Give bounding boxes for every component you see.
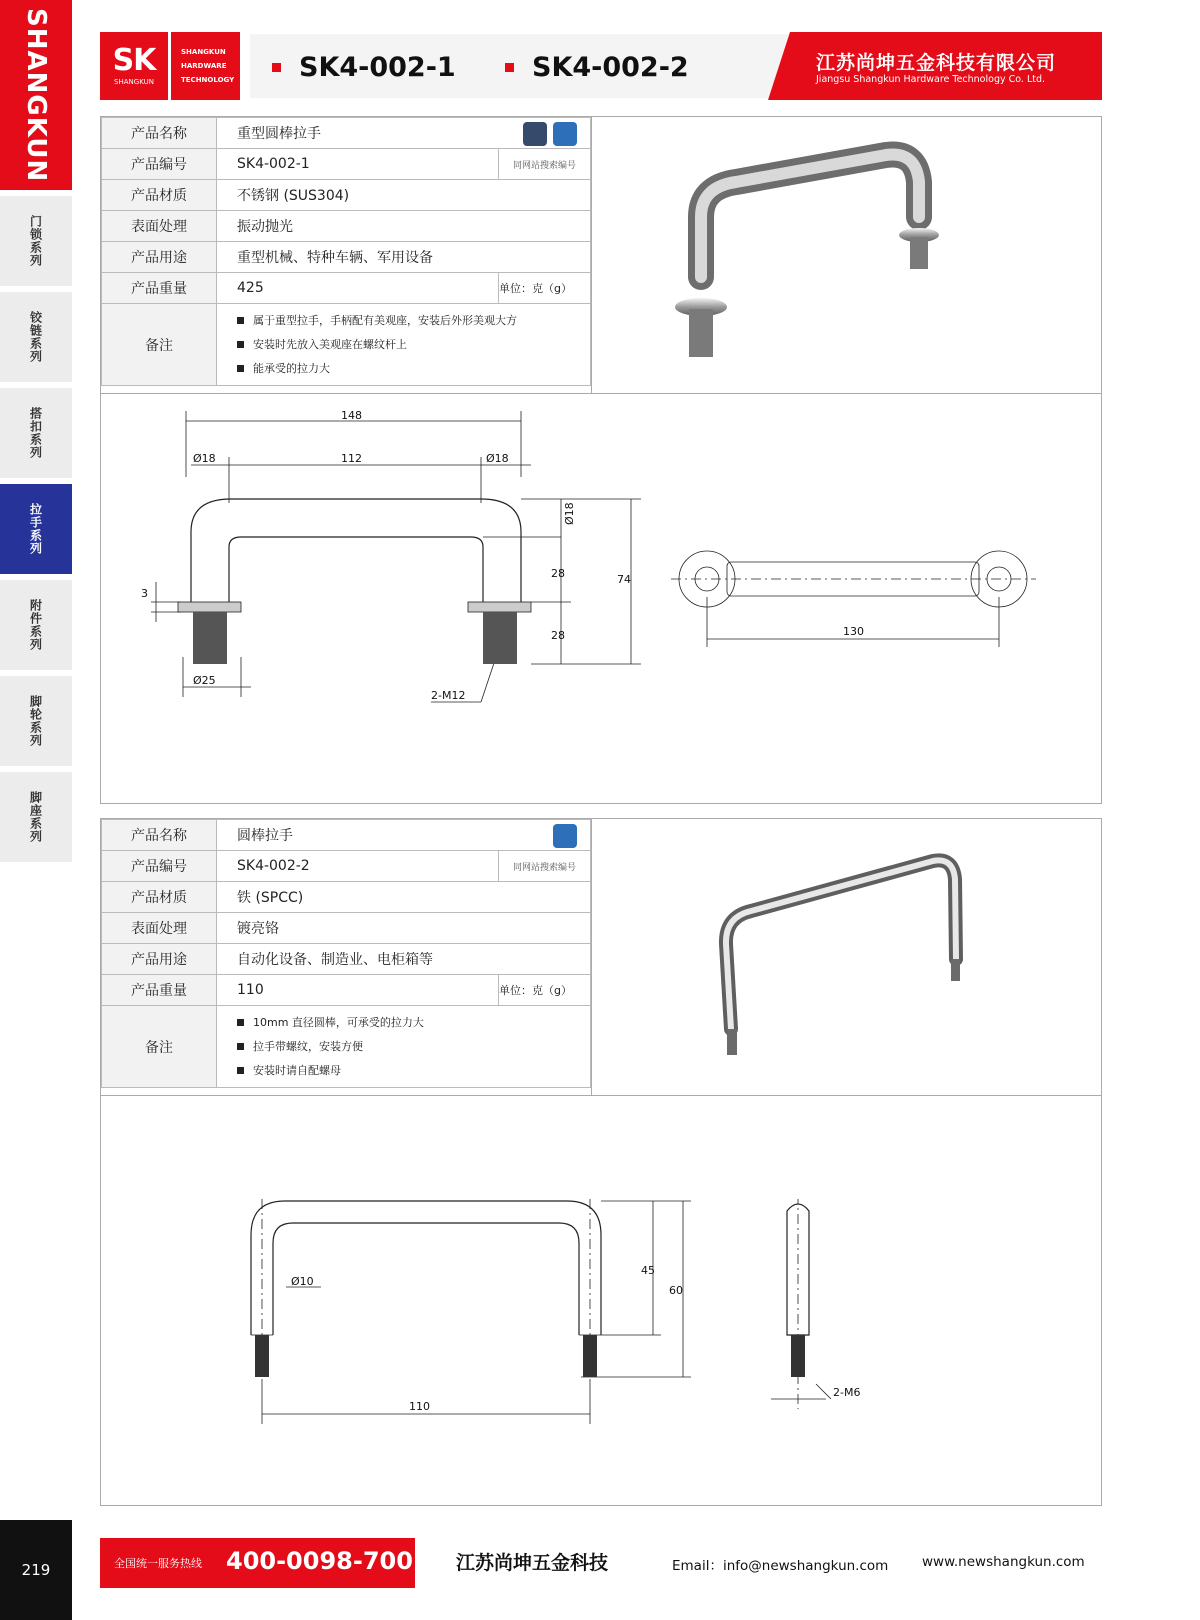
model-code: SK4-002-1 [299,52,456,83]
note-item: 安装时请自配螺母 [237,1059,590,1083]
sidebar-item-label: 脚轮系列 [28,695,43,747]
dim-label: 130 [843,625,864,638]
spec-value-use: 重型机械、特种车辆、军用设备 [217,242,591,273]
spec-label: 备注 [102,1006,217,1088]
dim-label: 148 [341,409,362,422]
footer-company: 江苏尚坤五金科技 [456,1552,609,1574]
spec-label: 产品名称 [102,118,217,149]
logo-text: SK [112,43,156,78]
hotline-box [100,1538,415,1588]
note-item: 属于重型拉手，手柄配有美观座，安装后外形美观大方 [237,309,590,333]
spec-label: 产品编号 [102,149,217,180]
company-name-en: Jiangsu Shangkun Hardware Technology Co. Ltd. [816,74,1046,85]
company-banner [768,32,1102,100]
spec-value-weight: 110 [217,975,499,1006]
divider [591,819,592,1095]
note-item: 拉手带螺纹，安装方便 [237,1035,590,1059]
model-title-2 [505,52,689,83]
note-item: 安装时先放入美观座在螺纹杆上 [237,333,590,357]
dim-label: 28 [551,567,565,580]
sidebar-item-casters[interactable] [0,676,72,766]
dim-label: Ø18 [193,452,216,465]
spec-label: 表面处理 [102,211,217,242]
cad-icon[interactable] [553,122,577,146]
dim-label: 2-M12 [431,689,466,702]
dim-label: Ø25 [193,674,216,687]
spec-table [101,819,591,1088]
logo-mark [100,32,168,100]
model-title-1 [272,52,456,83]
dim-label: Ø18 [486,452,509,465]
base-left [178,602,241,612]
dim-label: 2-M6 [833,1386,861,1399]
thread-right [583,1335,597,1377]
logo-sub: SHANGKUN [114,78,154,86]
bullet-icon [505,63,514,72]
sidebar-item-label: 搭扣系列 [28,407,43,459]
logo-line: SHANGKUN [181,48,226,56]
logo-line: HARDWARE [181,62,227,70]
brand-vertical-text: SHANGKUN [21,7,51,183]
hotline-number[interactable]: 400-0098-700 [226,1547,413,1575]
dim-label: 28 [551,629,565,642]
sidebar-item-label: 拉手系列 [28,503,43,555]
technical-drawing-1 [131,407,1071,707]
weight-unit: 单位：克（g） [499,273,591,304]
cad-icon[interactable] [553,824,577,848]
product-photo-2 [701,849,1001,1069]
3d-icon[interactable] [523,122,547,146]
bullet-icon [272,63,281,72]
dim-label: 60 [669,1284,683,1297]
note-item: 能承受的拉力大 [237,357,590,381]
spec-label: 备注 [102,304,217,386]
spec-label: 产品名称 [102,820,217,851]
dim-label: 74 [617,573,631,586]
logo-wordmark [171,32,240,100]
spec-value-material: 不锈钢 (SUS304) [217,180,591,211]
sidebar-item-door-locks[interactable] [0,196,72,286]
download-icons [553,824,577,848]
dim-label: Ø18 [563,502,576,525]
code-hint: 同网站搜索编号 [499,851,591,882]
weight-unit: 单位：克（g） [499,975,591,1006]
sidebar-item-accessories[interactable] [0,580,72,670]
sidebar-item-feet[interactable] [0,772,72,862]
model-code: SK4-002-2 [532,52,689,83]
sidebar-item-hinges[interactable] [0,292,72,382]
spec-value-name: 圆棒拉手 [217,820,591,851]
spec-value-weight: 425 [217,273,499,304]
dim-label: 112 [341,452,362,465]
spec-label: 产品用途 [102,944,217,975]
spec-label: 产品用途 [102,242,217,273]
product-photo-1 [661,137,981,377]
download-icons [523,122,577,146]
technical-drawing-2 [241,1199,1041,1449]
spec-value-surface: 镀亮铬 [217,913,591,944]
sidebar-item-label: 铰链系列 [28,311,43,363]
spec-value-code: SK4-002-2 [217,851,499,882]
company-name-cn: 江苏尚坤五金科技有限公司 [816,52,1057,74]
logo-line: TECHNOLOGY [181,76,235,84]
sidebar-item-latches[interactable] [0,388,72,478]
hotline-label: 全国统一服务热线 [114,1557,202,1570]
thread-side [791,1335,805,1377]
spec-label: 产品重量 [102,975,217,1006]
divider [101,1095,1101,1096]
page-number: 219 [0,1520,72,1620]
brand-tab [0,0,72,190]
code-hint: 同网站搜索编号 [499,149,591,180]
dim-label: Ø10 [291,1275,314,1288]
spec-label: 产品重量 [102,273,217,304]
dim-label: 45 [641,1264,655,1277]
spec-value-material: 铁 (SPCC) [217,882,591,913]
spec-label: 产品材质 [102,180,217,211]
sidebar-item-label: 附件系列 [28,599,43,651]
product-section-2 [100,818,1102,1506]
note-item: 10mm 直径圆棒，可承受的拉力大 [237,1011,590,1035]
spec-value-use: 自动化设备、制造业、电柜箱等 [217,944,591,975]
dim-label: 3 [141,587,148,600]
divider [101,393,1101,394]
spec-value-surface: 振动抛光 [217,211,591,242]
base-right [468,602,531,612]
sidebar-item-label: 脚座系列 [28,791,43,843]
spec-label: 产品编号 [102,851,217,882]
thread-right [483,612,517,664]
thread-left [255,1335,269,1377]
spec-value-name: 重型圆棒拉手 [217,118,591,149]
spec-label: 产品材质 [102,882,217,913]
dim-label: 110 [409,1400,430,1413]
thread-left [193,612,227,664]
spec-label: 表面处理 [102,913,217,944]
footer-website[interactable]: www.newshangkun.com [922,1554,1085,1570]
sidebar-item-label: 门锁系列 [28,215,43,267]
footer-email[interactable]: Email：info@newshangkun.com [672,1558,889,1574]
spec-value-code: SK4-002-1 [217,149,499,180]
spec-notes [217,1006,591,1088]
sidebar [0,0,72,1620]
product-section-1 [100,116,1102,804]
model-bar [250,34,810,98]
divider [591,117,592,393]
spec-table [101,117,591,386]
sidebar-item-handles[interactable] [0,484,72,574]
spec-notes [217,304,591,386]
logo [100,32,240,100]
